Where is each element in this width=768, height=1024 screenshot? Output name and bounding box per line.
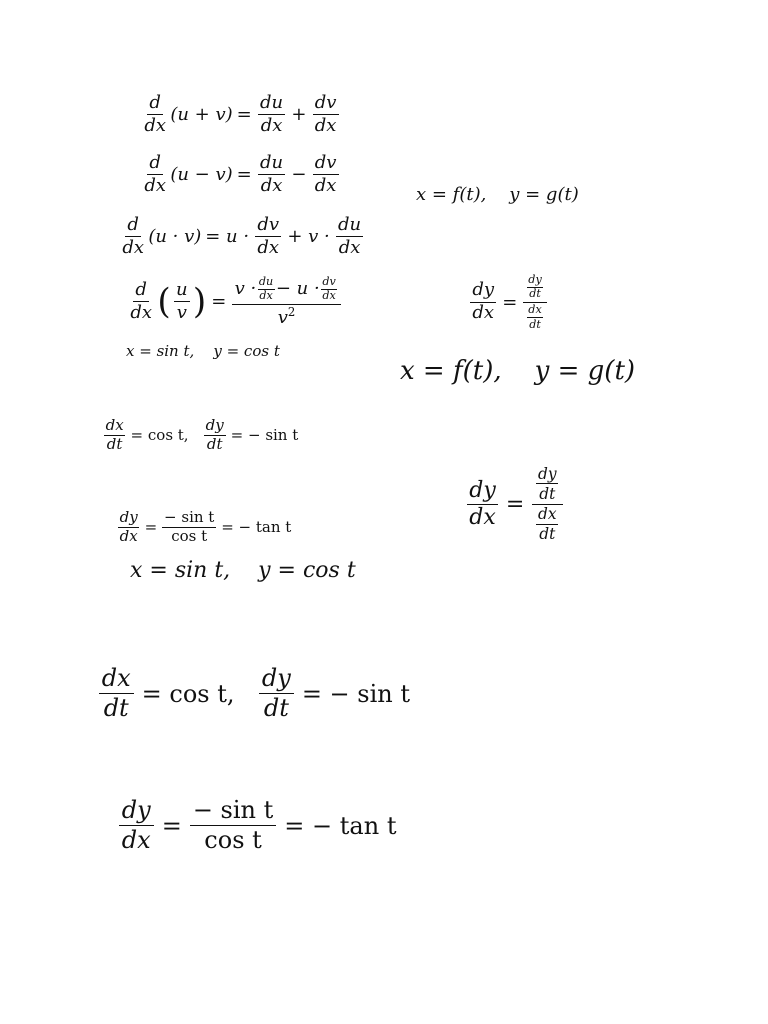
fraction: [536, 466, 558, 502]
fraction: [336, 216, 363, 258]
fraction: [174, 281, 190, 323]
numerator: dy: [528, 273, 542, 286]
denominator: dx: [469, 505, 496, 531]
expression: = cos t,: [130, 426, 189, 445]
equation-parametric-large: [400, 356, 635, 386]
fraction: [532, 466, 563, 542]
denominator: dx: [314, 174, 337, 196]
expression: x = sin t, y = cos t: [126, 342, 280, 360]
numerator: dy: [470, 281, 496, 302]
numerator: dy: [119, 798, 154, 826]
fraction: [190, 798, 276, 853]
denominator: dt: [106, 435, 123, 454]
numerator: [532, 466, 563, 505]
denominator: dt: [529, 287, 541, 301]
expression: (u · v): [148, 226, 202, 248]
numerator: dy: [259, 666, 294, 694]
fraction: [162, 510, 216, 545]
expression: = cos t,: [141, 679, 235, 708]
denominator: dt: [529, 317, 541, 331]
denominator: dt: [539, 484, 556, 503]
fraction: [232, 276, 340, 328]
numerator: − sin t: [164, 508, 215, 526]
equation-derivatives-large: [96, 666, 415, 721]
numerator: dx: [528, 303, 542, 317]
numerator: − sin t: [190, 798, 276, 826]
denominator: dt: [263, 694, 289, 722]
numerator: d: [125, 216, 141, 237]
denominator: v: [176, 301, 187, 323]
numerator: dv: [313, 94, 339, 115]
operator: −: [291, 164, 307, 186]
denominator: dx: [322, 289, 336, 303]
equation-product-rule: [118, 216, 365, 258]
denominator: dx: [338, 236, 361, 258]
numerator: dx: [105, 416, 124, 434]
equals-sign: =: [505, 491, 525, 517]
numerator: dv: [313, 154, 339, 175]
fraction: [258, 154, 285, 196]
operator: + v ·: [287, 226, 330, 248]
denominator: [276, 305, 298, 328]
numerator: dy: [119, 508, 138, 526]
numerator: [523, 274, 546, 303]
numerator: [232, 276, 340, 305]
fraction: [470, 281, 496, 323]
denominator: dx: [257, 236, 280, 258]
numerator: du: [258, 275, 274, 288]
numerator: du: [258, 154, 285, 175]
equals-sign: = u ·: [205, 226, 250, 248]
equation-sincos-medium: [130, 558, 356, 583]
fraction: [118, 510, 140, 545]
equation-dydx-medium: [464, 466, 566, 542]
fraction: [536, 506, 558, 542]
equals-sign: =: [211, 291, 227, 313]
expression: (u + v): [170, 104, 233, 126]
fraction: [128, 281, 154, 323]
equation-derivatives-small: [102, 418, 302, 453]
fraction: [104, 418, 126, 453]
expression: (u − v): [170, 164, 233, 186]
fraction: [321, 276, 337, 302]
equals-sign: =: [144, 518, 158, 537]
exponent: 2: [287, 305, 296, 320]
denominator: dx: [122, 236, 144, 258]
term: − u ·: [275, 277, 320, 299]
fraction: [258, 276, 275, 302]
fraction: [523, 274, 546, 330]
numerator: du: [258, 94, 285, 115]
numerator: dx: [99, 666, 134, 694]
denominator: dx: [144, 174, 166, 196]
denominator: [523, 303, 546, 331]
numerator: du: [336, 216, 363, 237]
numerator: dy: [205, 416, 224, 434]
expression: x = sin t, y = cos t: [130, 558, 356, 583]
numerator: u: [174, 281, 190, 302]
denominator: dx: [119, 527, 138, 546]
fraction: [142, 154, 168, 196]
fraction: [258, 94, 285, 136]
equals-sign: =: [236, 104, 252, 126]
fraction: [527, 274, 543, 300]
denominator: dx: [260, 114, 283, 136]
denominator: [532, 505, 563, 543]
numerator: d: [147, 94, 163, 115]
denominator: dt: [103, 694, 129, 722]
fraction: [99, 666, 134, 721]
numerator: dy: [467, 479, 499, 505]
numerator: d: [147, 154, 163, 175]
expression: = − sin t: [301, 679, 411, 708]
equation-dydx-small: [468, 274, 549, 330]
denominator: dx: [259, 289, 273, 303]
fraction: [255, 216, 281, 258]
denominator: dx: [144, 114, 166, 136]
fraction: [527, 304, 543, 330]
equals-sign: =: [161, 811, 182, 840]
denominator: dx: [260, 174, 283, 196]
equation-sincos-small: [126, 342, 280, 360]
numerator: dv: [322, 275, 336, 288]
right-paren: ): [192, 281, 207, 322]
numerator: dx: [538, 505, 557, 524]
equation-parametric-small: [416, 184, 579, 205]
numerator: d: [133, 281, 149, 302]
equation-tan-large: [116, 798, 402, 853]
fraction: [119, 798, 154, 853]
equation-quotient-rule: [126, 276, 343, 328]
fraction: [313, 154, 339, 196]
term: v ·: [234, 277, 257, 299]
fraction: [259, 666, 294, 721]
equals-sign: =: [236, 164, 252, 186]
expression: = − tan t: [221, 518, 292, 537]
expression: x = f(t), y = g(t): [416, 184, 579, 205]
variable: v: [277, 307, 288, 329]
numerator: dy: [538, 465, 557, 483]
fraction: [142, 94, 168, 136]
denominator: dx: [472, 302, 494, 324]
denominator: dt: [539, 524, 556, 543]
fraction: [313, 94, 339, 136]
denominator: dx: [314, 114, 337, 136]
fraction: [120, 216, 146, 258]
operator: +: [291, 104, 307, 126]
denominator: cos t: [171, 527, 208, 546]
equation-sum-rule: [140, 94, 341, 136]
equation-tan-small: [116, 510, 295, 545]
expression: x = f(t), y = g(t): [400, 356, 636, 386]
expression: = − tan t: [284, 811, 397, 840]
denominator: dx: [130, 301, 152, 323]
numerator: dv: [255, 216, 281, 237]
denominator: dx: [121, 826, 151, 854]
fraction: [204, 418, 226, 453]
denominator: dt: [206, 435, 223, 454]
equation-difference-rule: [140, 154, 341, 196]
denominator: cos t: [204, 826, 262, 854]
expression: = − sin t: [230, 426, 299, 445]
left-paren: (: [157, 281, 171, 322]
fraction: [467, 479, 499, 530]
equals-sign: =: [502, 291, 518, 313]
